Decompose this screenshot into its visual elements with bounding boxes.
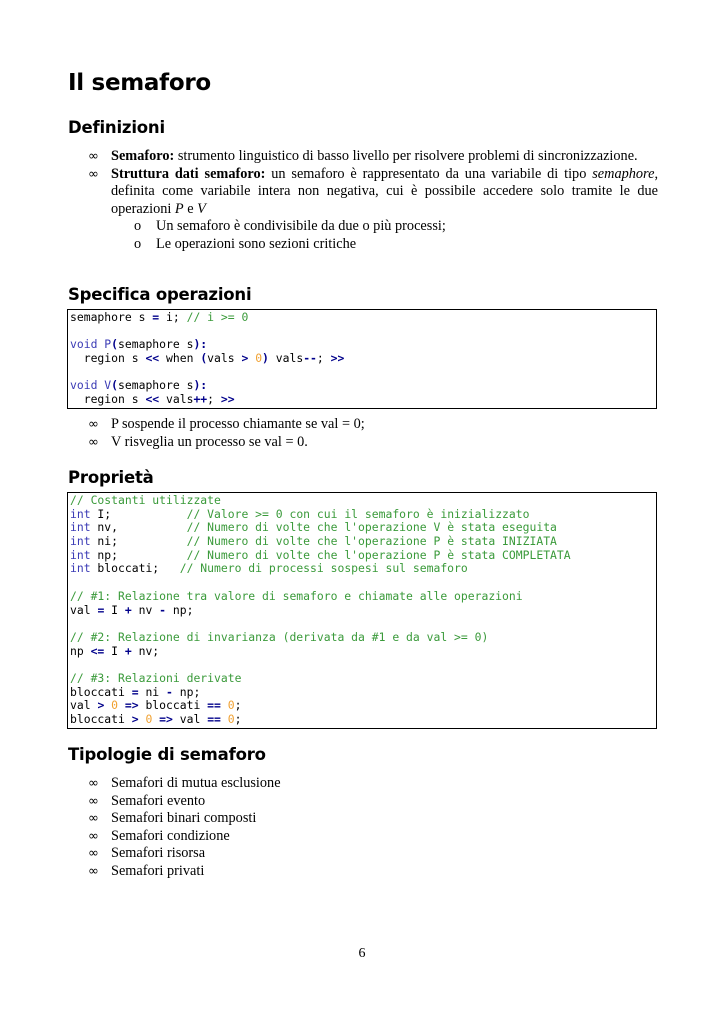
code-token: val xyxy=(172,712,208,726)
code-token: // #1: Relazione tra valore di semaforo e chiamate alle operazioni xyxy=(70,588,523,603)
code-token: region s xyxy=(70,351,146,366)
code-line xyxy=(70,713,654,727)
code-token: ): xyxy=(193,337,208,352)
code-token: // Numero di volte che l'operazione P è stata COMPLETATA xyxy=(186,547,571,562)
code-token: I; xyxy=(90,506,187,521)
code-token: // Valore >= 0 con cui il semaforo è inizializzato xyxy=(186,506,530,521)
list-item xyxy=(68,775,658,793)
code-token: ni xyxy=(138,684,167,699)
code-line xyxy=(70,366,654,380)
code-token: ( xyxy=(200,351,208,366)
circle-bullet-icon: o xyxy=(134,235,142,252)
item-text: Semafori risorsa xyxy=(111,845,206,861)
code-line xyxy=(70,699,654,713)
code-token: I xyxy=(104,643,125,658)
list-item xyxy=(68,845,658,863)
code-token: val xyxy=(70,602,98,617)
tipologie-list xyxy=(68,775,658,880)
code-token: 0 xyxy=(227,698,235,713)
definition-text: un semaforo è rappresentato da una variabile di tipo xyxy=(271,165,587,182)
code-token: vals xyxy=(207,351,242,366)
item-text: Semafori di mutua esclusione xyxy=(111,775,281,791)
code-line xyxy=(70,338,654,352)
code-token: -- xyxy=(303,351,317,366)
operation-p: P xyxy=(174,200,184,217)
section-heading-specifica: Specifica operazioni xyxy=(68,285,252,304)
code-line xyxy=(70,549,654,563)
sub-list-item xyxy=(68,218,658,236)
code-block-proprieta xyxy=(67,492,657,729)
item-text: Semafori evento xyxy=(111,792,206,809)
code-token: semaphore s xyxy=(70,310,153,324)
code-token: semaphore s xyxy=(118,378,194,393)
code-token: - xyxy=(166,684,173,699)
definition-text: , definita come variabile intera non negativa, cui è possibile accedere solo tramite le due operazioni xyxy=(111,165,659,217)
item-text: Semafori condizione xyxy=(111,827,230,844)
code-line xyxy=(70,590,654,604)
code-token: >> xyxy=(330,351,345,366)
code-line xyxy=(70,576,654,590)
code-line xyxy=(70,352,654,366)
page-number: 6 xyxy=(358,946,366,961)
code-token xyxy=(221,698,228,712)
code-token: - xyxy=(159,602,167,617)
code-line xyxy=(70,521,654,535)
code-line xyxy=(70,672,654,686)
code-line xyxy=(70,645,654,659)
code-token: 0 xyxy=(227,712,235,726)
code-token: = xyxy=(131,684,139,699)
definition-text: strumento linguistico di basso livello per risolvere problemi di sincronizzazione. xyxy=(177,148,638,164)
code-token: // Numero di volte che l'operazione P è stata INIZIATA xyxy=(186,534,557,549)
code-token: np xyxy=(70,643,91,658)
list-item xyxy=(68,810,658,828)
specifica-notes-list xyxy=(68,416,658,451)
list-item xyxy=(68,416,658,434)
item-text: Semafori privati xyxy=(111,862,205,879)
code-token: np; xyxy=(166,602,194,617)
code-line xyxy=(70,631,654,645)
list-item xyxy=(68,793,658,811)
code-token xyxy=(118,698,125,712)
list-item xyxy=(68,148,658,166)
code-token: region s xyxy=(70,392,146,407)
code-token: int xyxy=(70,520,91,535)
infinity-bullet-icon: ∞ xyxy=(88,776,99,791)
code-token: void xyxy=(70,337,98,352)
term: Semaforo: xyxy=(111,148,175,164)
infinity-bullet-icon: ∞ xyxy=(88,811,99,826)
code-token: vals xyxy=(268,351,304,366)
code-token: // Costanti utilizzate xyxy=(70,493,221,507)
code-token: // Numero di processi sospesi sul semaforo xyxy=(179,561,468,576)
code-token: ; xyxy=(234,712,242,726)
code-token: 0 xyxy=(255,351,263,366)
code-token: 0 xyxy=(111,698,119,713)
code-token: int xyxy=(70,506,91,521)
code-token: << xyxy=(145,392,160,407)
code-token: = xyxy=(152,310,160,324)
infinity-bullet-icon: ∞ xyxy=(88,417,99,432)
section-heading-tipologie: Tipologie di semaforo xyxy=(68,745,266,764)
code-token: << xyxy=(145,351,160,366)
code-token: ) xyxy=(262,351,269,366)
term: Struttura dati semaforo: xyxy=(111,165,266,182)
code-token: + xyxy=(124,602,132,617)
code-line xyxy=(70,393,654,407)
note-text: V risveglia un processo se val = 0. xyxy=(111,433,308,450)
code-token: <= xyxy=(90,643,105,658)
code-token: bloccati xyxy=(70,684,132,699)
code-token: // #3: Relazioni derivate xyxy=(70,670,242,685)
code-token: vals xyxy=(159,392,194,407)
list-item xyxy=(68,828,658,846)
code-token: bloccati xyxy=(138,698,208,713)
code-token: np; xyxy=(90,547,187,562)
code-token: i; xyxy=(159,310,187,324)
code-token: np; xyxy=(172,684,201,699)
code-token: V xyxy=(104,378,112,393)
infinity-bullet-icon: ∞ xyxy=(88,149,99,164)
code-token: int xyxy=(70,561,91,576)
code-block-specifica xyxy=(67,309,657,409)
infinity-bullet-icon: ∞ xyxy=(88,434,99,450)
section-heading-proprieta: Proprietà xyxy=(68,468,154,487)
code-token: ; xyxy=(234,698,242,713)
code-line xyxy=(70,494,654,508)
code-token: int xyxy=(70,547,91,562)
code-token: >> xyxy=(220,392,235,407)
code-line xyxy=(70,508,654,522)
code-line xyxy=(70,311,654,325)
sub-item-text: Un semaforo è condivisibile da due o più processi; xyxy=(156,218,446,234)
code-line xyxy=(70,617,654,631)
code-token: // #2: Relazione di invarianza (derivata da #1 e da val >= 0) xyxy=(70,629,489,644)
code-token: ni; xyxy=(90,534,187,549)
code-token: val xyxy=(70,698,98,713)
conjunction: e xyxy=(187,200,194,217)
sub-item-text: Le operazioni sono sezioni critiche xyxy=(156,235,357,252)
code-token: ( xyxy=(111,378,119,393)
code-token: == xyxy=(207,698,221,713)
infinity-bullet-icon: ∞ xyxy=(88,846,99,861)
list-item xyxy=(68,434,658,452)
code-token: > xyxy=(97,698,105,713)
code-token: semaphore s xyxy=(118,337,194,352)
code-token: bloccati xyxy=(70,712,132,726)
operation-v: V xyxy=(197,200,206,217)
circle-bullet-icon: o xyxy=(134,218,142,234)
item-text: Semafori binari composti xyxy=(111,810,257,826)
code-line xyxy=(70,658,654,672)
code-token: nv; xyxy=(131,643,160,658)
code-token: I xyxy=(104,602,125,617)
code-token: bloccati; xyxy=(90,561,180,576)
code-token: = xyxy=(97,602,105,617)
infinity-bullet-icon: ∞ xyxy=(88,793,99,809)
code-token: > xyxy=(241,351,249,366)
page-title: Il semaforo xyxy=(68,70,211,96)
code-token: ): xyxy=(193,378,208,393)
list-item xyxy=(68,166,658,219)
code-token: void xyxy=(70,378,98,393)
note-text: P sospende il processo chiamante se val = 0; xyxy=(111,416,365,432)
definizioni-list xyxy=(68,148,658,253)
code-token: nv, xyxy=(90,520,187,535)
list-item xyxy=(68,863,658,881)
code-token: == xyxy=(207,712,221,726)
code-token: ( xyxy=(111,337,119,352)
code-line xyxy=(70,325,654,339)
code-token: 0 xyxy=(145,712,153,726)
infinity-bullet-icon: ∞ xyxy=(88,863,99,879)
code-token: + xyxy=(124,643,132,658)
code-token: > xyxy=(131,712,139,726)
code-token: // Numero di volte che l'operazione V è stata eseguita xyxy=(186,520,557,535)
code-token: ; xyxy=(316,351,331,366)
sub-list-item xyxy=(68,236,658,254)
code-token: ; xyxy=(207,392,221,407)
code-token: => xyxy=(159,712,173,726)
code-token: when xyxy=(159,351,201,366)
code-token: nv xyxy=(131,602,160,617)
code-token: => xyxy=(124,698,139,713)
code-line xyxy=(70,535,654,549)
code-line xyxy=(70,562,654,576)
code-line xyxy=(70,686,654,700)
section-heading-definizioni: Definizioni xyxy=(68,118,165,137)
code-token xyxy=(221,712,228,726)
code-token: int xyxy=(70,534,91,549)
code-line xyxy=(70,604,654,618)
infinity-bullet-icon: ∞ xyxy=(88,166,99,182)
code-line xyxy=(70,379,654,393)
code-token: ++ xyxy=(193,392,208,407)
code-token: // i >= 0 xyxy=(186,310,249,324)
type-name: semaphore xyxy=(592,165,655,182)
code-token: P xyxy=(104,337,112,352)
infinity-bullet-icon: ∞ xyxy=(88,828,99,844)
